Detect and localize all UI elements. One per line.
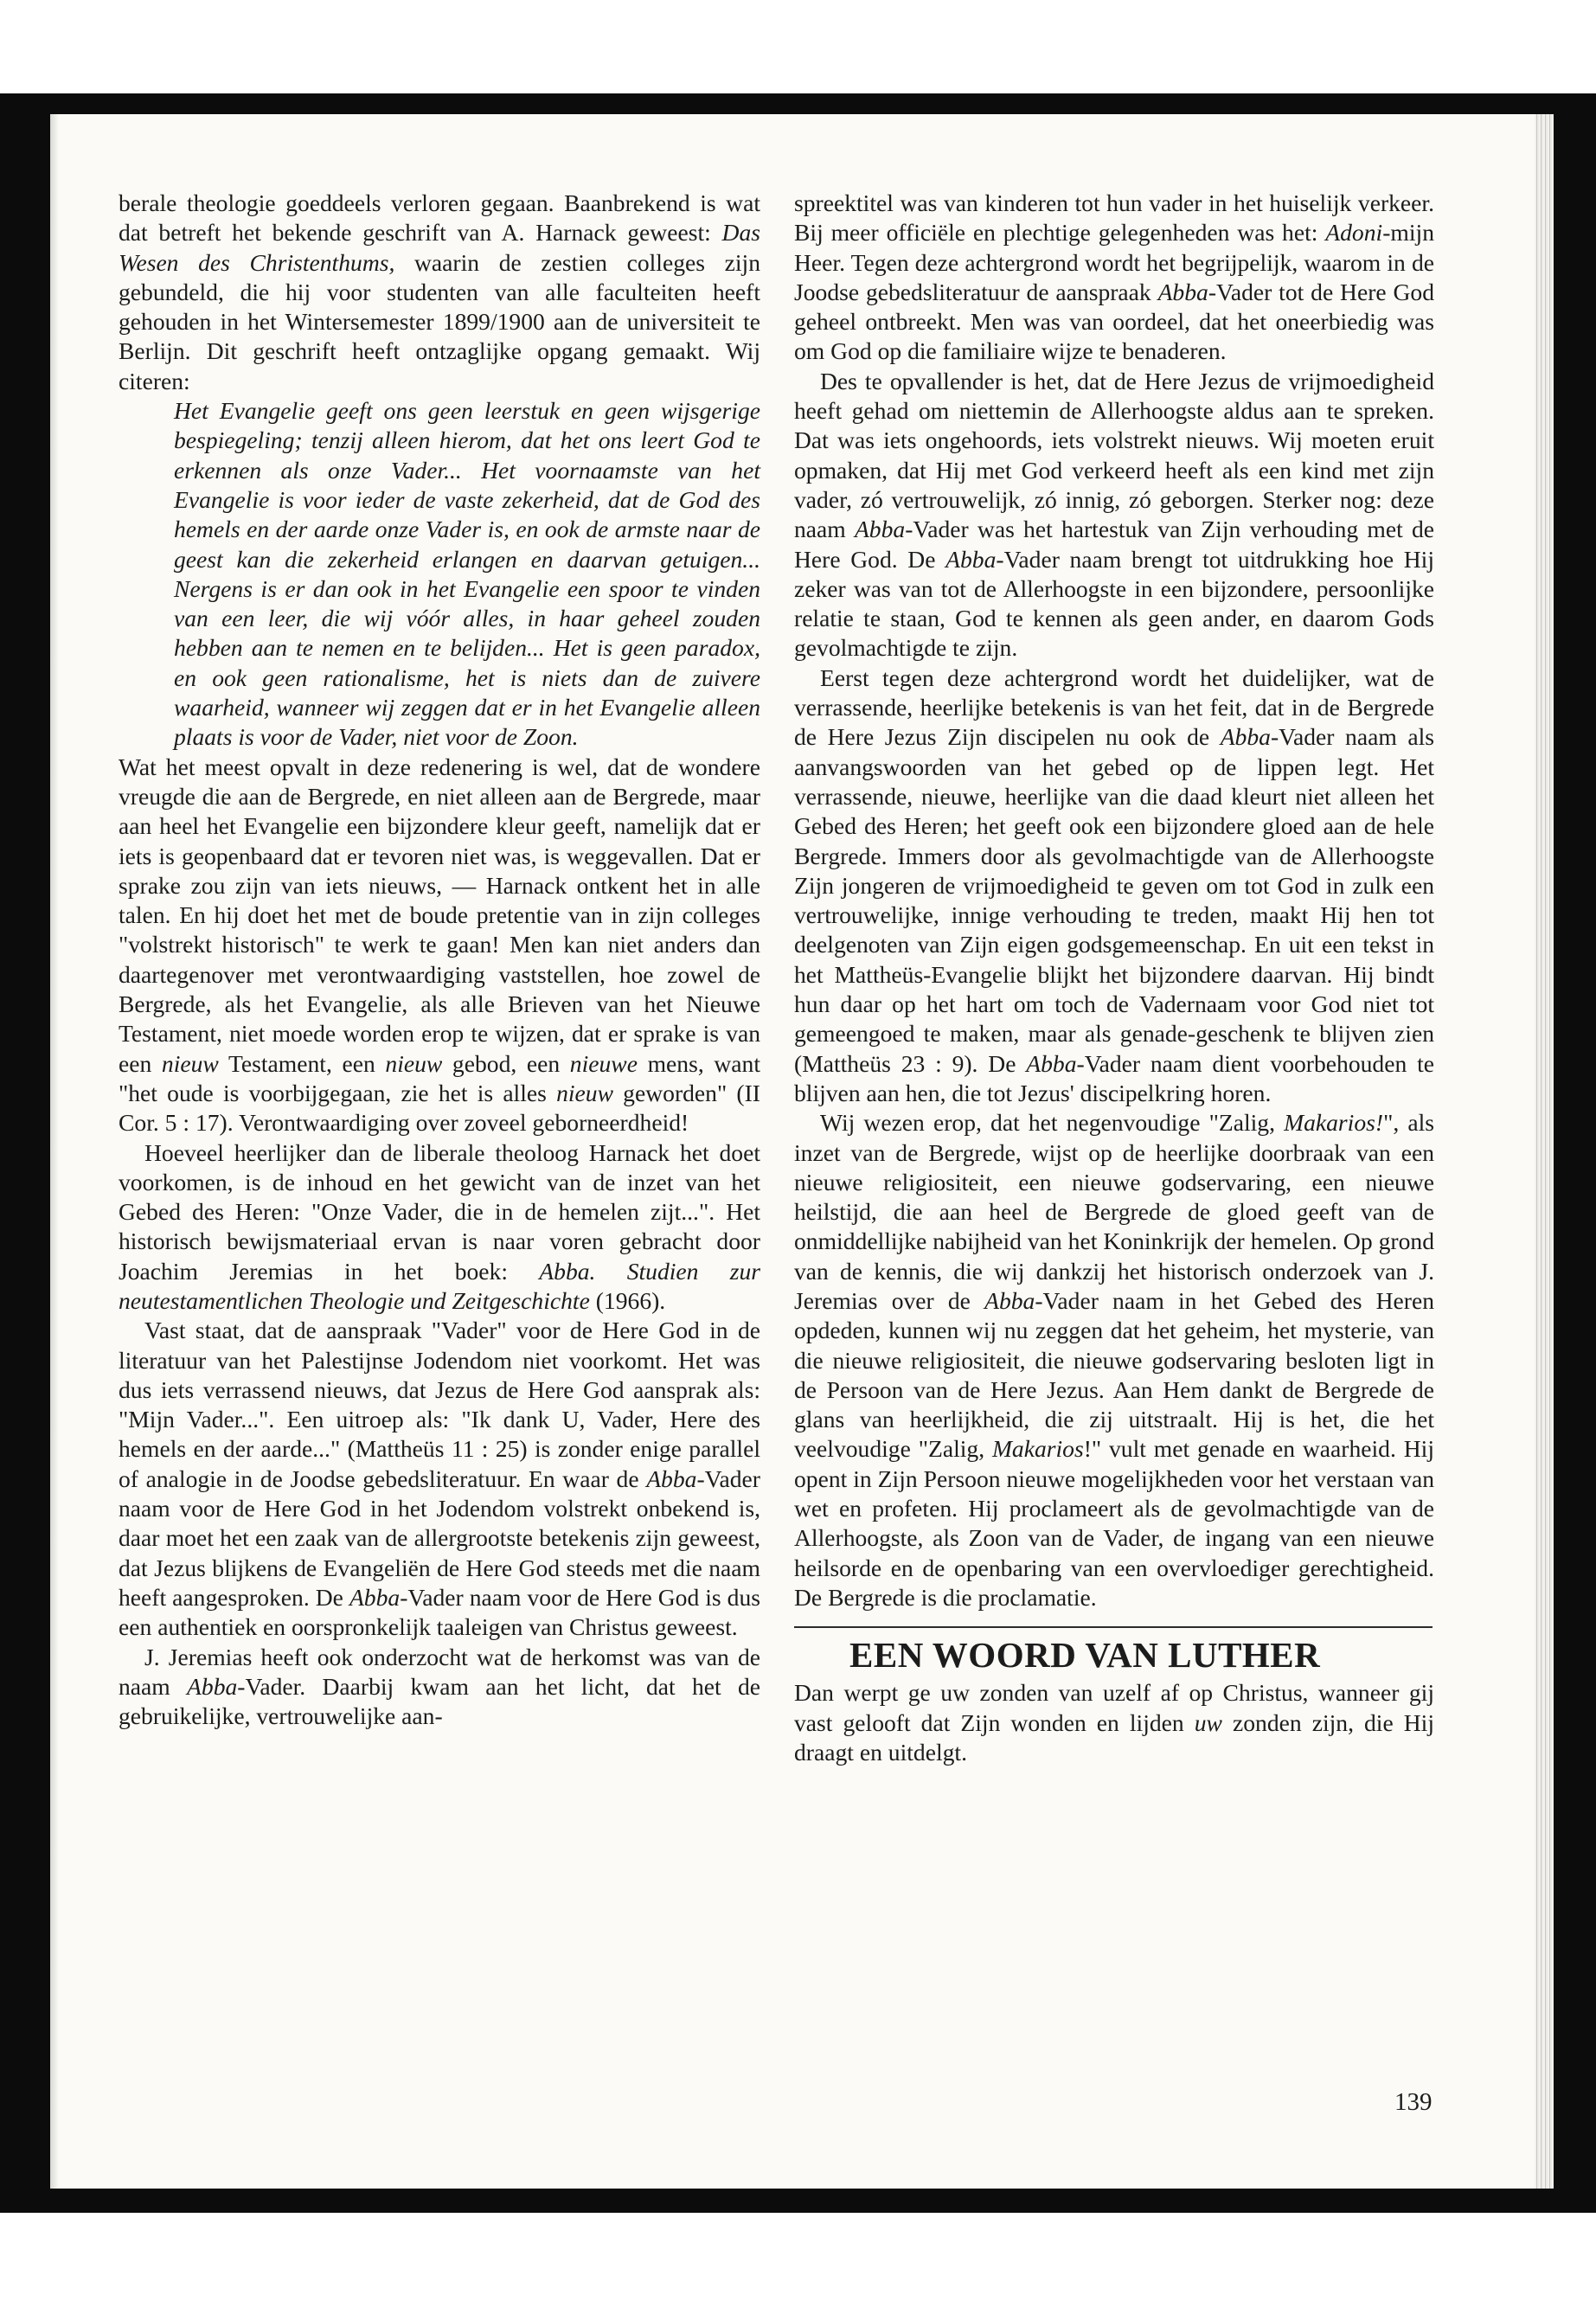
- paragraph: [119, 1643, 760, 1732]
- emphasis: Abba: [349, 1583, 401, 1611]
- text: Hoeveel heerlijker dan de liberale theoloog Harnack het doet voorkomen, is de inhoud en het gewicht van de inzet van het Gebed des Heren: "Onze Vader, die in de hemelen zijt...". Het historisch bewijsmateriaal ervan is naar voren gebracht door Joachim Jeremias in het boek:: [119, 1138, 760, 1285]
- text: Dan werpt ge uw zonden van uzelf af op Christus, wanneer gij vast gelooft dat Zijn wonden en lijden: [794, 1679, 1434, 1736]
- emphasis: Abba: [945, 545, 997, 573]
- heading-rule: [794, 1626, 1433, 1628]
- text: -Vader was het hartestuk van Zijn verhouding met de Here God. De: [794, 516, 1434, 573]
- book-title: Das Wesen des Christenthums,: [119, 219, 760, 276]
- text: ", als inzet van de Bergrede, wijst op de heerlijke doorbraak van een nieuwe religiositeit, een nieuwe godservaring, een nieuwe heilstijd, die aan heel de Bergrede de gloed geeft van de onmiddellijke nabijheid van het Koninkrijk der hemelen. Op grond van de kennis, die wij dankzij het historisch onderzoek van J. Jeremias over de: [794, 1109, 1434, 1314]
- text: -Vader naam in het Gebed des Heren opdeden, kunnen wij nu zeggen dat het geheim, het mysterie, van die nieuwe religiositeit, die nieuwe godservaring besloten ligt in de Persoon van de Here Jezus. Aan Hem dankt de Bergrede de glans van heerlijkheid, die zij uitstraalt. Hij is het, die het veelvoudige "Zalig,: [794, 1286, 1434, 1463]
- emphasis: Abba: [854, 516, 906, 543]
- emphasis: Abba: [1157, 278, 1208, 305]
- text: Wat het meest opvalt in deze redenering is wel, dat de wondere vreugde die aan de Bergrede, en niet alleen aan de Bergrede, maar aan heel het Evangelie een bijzondere kleur geeft, namelijk dat er iets is geopenbaard dat er tevoren niet was, is weggevallen. Dat er sprake zou zijn van iets nieuws, — Harnack ontkent het in alle talen. En hij doet het met de boude pretentie van in zijn colleges "volstrekt historisch" te werk te gaan! Men kan niet anders dan daartegenover met verontwaardiging vaststellen, hoe zowel de Bergrede, als het Evangelie, als alle Brieven van het Nieuwe Testament, niet moede worden erop te wijzen, dat er sprake is van een: [119, 753, 760, 1077]
- emphasis: Makarios: [991, 1435, 1084, 1463]
- text: -Vader naam voor de Here God in het Jodendom volstrekt onbekend is, daar moet het een zaak van de allergrootste betekenis zijn geweest, dat Jezus blijkens de Evangeliën de Here God steeds met die naam heeft aangesproken. De: [119, 1465, 760, 1611]
- text: berale theologie goeddeels verloren gegaan. Baanbrekend is wat dat betreft het bekende geschrift van A. Harnack geweest:: [119, 189, 760, 247]
- book-title: Abba. Studien zur neutestamentlichen Theologie und Zeitgeschichte: [119, 1257, 761, 1314]
- emphasis: Abba: [984, 1286, 1035, 1314]
- paragraph: [794, 1108, 1434, 1612]
- text: !" vult met genade en waarheid. Hij opent in Zijn Persoon nieuwe mogelijkheden voor het verstaan van wet en profeten. Hij proclameert als de gevolmachtigde van de Allerhoogste, als Zoon van de Vader, de ingang van een nieuwe heilsorde en de openbaring van een overvloediger gerechtigheid. De Bergrede is die proclamatie.: [794, 1435, 1434, 1611]
- emphasis: Adoni: [1325, 219, 1383, 247]
- text: Eerst tegen deze achtergrond wordt het duidelijker, wat de verrassende, heerlijke betekenis is van het feit, dat in de Bergrede de Here Jezus Zijn discipelen nu ook de: [794, 663, 1434, 751]
- emphasis: Abba: [1026, 1049, 1077, 1077]
- emphasis: uw: [1194, 1708, 1222, 1736]
- harnack-quote: Het Evangelie geeft ons geen leerstuk en geen wijsgerige bespiegeling; tenzij alleen hierom, dat het ons leert God te erkennen als onze Vader... Het voornaamste van het Evangelie is voor ieder de vaste zekerheid, dat de God des hemels en der aarde onze Vader is, en ook de armste naar de geest kan die zekerheid erlangen en daarvan getuigen... Nergens is er dan ook in het Evangelie een spoor te vinden van een leer, die wij vóór alles, in haar geheel zouden hebben aan te nemen en te belijden... Het is geen paradox, en ook geen rationalisme, het is niets dan de zuivere waarheid, wanneer wij zeggen dat er in het Evangelie alleen plaats is voor de Vader, niet voor de Zoon.: [174, 397, 760, 751]
- gutter-shadow: [50, 114, 59, 2189]
- text: -Vader. Daarbij kwam aan het licht, dat het de gebruikelijke, vertrouwelijke aan-: [119, 1672, 761, 1730]
- emphasis: Makarios!: [1284, 1109, 1384, 1137]
- page-number: 139: [1394, 2088, 1433, 2116]
- text: -mijn Heer. Tegen deze achtergrond wordt het begrijpelijk, waarom in de Joodse gebedsliteratuur de aanspraak: [794, 219, 1434, 305]
- text: Wij wezen erop, dat het negenvoudige "Zalig,: [820, 1109, 1285, 1137]
- right-column: [794, 189, 1434, 1767]
- text: waarin de zestien colleges zijn gebundeld, die hij voor studenten van alle faculteiten heeft gehouden in het Wintersemester 1899/1900 aan de universiteit te Berlijn. Dit geschrift heeft ontzaglijke opgang gemaakt. Wij citeren:: [119, 248, 760, 394]
- text: -Vader naam als aanvangswoorden van het gebed op de lippen legt. Het verrassende, nieuwe, heerlijke van die daad kleurt niet alleen het Gebed des Heren; het geeft ook een bijzondere gloed aan de hele Bergrede. Immers door als gevolmachtigde van de Allerhoogste Zijn jongeren de vrijmoedigheid te geven om tot God in zulk een vertrouwelijke, innige verhouding te treden, maakt Hij hen tot deelgenoten van Zijn eigen godsgemeenschap. En uit een tekst in het Mattheüs-Evangelie blijkt het bijzondere daarvan. Hij bindt hun daar op het hart om toch de Vadernaam voor God niet tot gemeengoed te maken, maar als genade-geschenk te blijven zien (Mattheüs 23 : 9). De: [794, 723, 1434, 1077]
- left-column: [119, 189, 760, 1731]
- text: mens, want "het oude is voorbijgegaan, zie het is alles: [119, 1049, 760, 1106]
- paragraph: [119, 189, 760, 396]
- text: spreektitel was van kinderen tot hun vader in het huiselijk verkeer. Bij meer officiële en plechtige gelegenheden was het:: [794, 189, 1434, 247]
- emphasis: Abba: [1220, 723, 1271, 751]
- text: gebod, een: [442, 1049, 570, 1077]
- emphasis: Abba: [187, 1672, 238, 1700]
- text: (1966).: [589, 1286, 666, 1314]
- section-heading: EEN WOORD VAN LUTHER: [849, 1635, 1321, 1676]
- page-edge: [1535, 114, 1554, 2189]
- text: zonden zijn, die Hij draagt en uitdelgt.: [794, 1708, 1434, 1766]
- paragraph: [794, 189, 1434, 367]
- emphasis: nieuwe: [569, 1049, 638, 1077]
- luther-quote: [794, 1678, 1434, 1767]
- paragraph: [794, 663, 1434, 1108]
- text: geworden" (II Cor. 5 : 17). Verontwaardiging over zoveel geborneerdheid!: [119, 1079, 760, 1137]
- text: J. Jeremias heeft ook onderzocht wat de herkomst was van de naam: [119, 1643, 760, 1700]
- text: Testament, een: [218, 1049, 386, 1077]
- text: -Vader tot de Here God geheel ontbreekt. Men was van oordeel, dat het oneerbiedig was om God op die familiaire wijze te benaderen.: [794, 278, 1434, 365]
- text: Vast staat, dat de aanspraak "Vader" voor de Here God in de literatuur van het Palestijnse Jodendom niet voorkomt. Het was dus iets verrassend nieuws, dat Jezus de Here God aansprak als: "Mijn Vader...". Een uitroep als: "Ik dank U, Vader, Here des hemels en der aarde..." (Mattheüs 11 : 25) is zonder enige parallel of analogie in de Joodse gebedsliteratuur. En waar de: [119, 1317, 760, 1492]
- text: Des te opvallender is het, dat de Here Jezus de vrijmoedigheid heeft gehad om niettemin de Allerhoogste aldus aan te spreken. Dat was iets ongehoords, iets volstrekt nieuws. Wij moeten eruit opmaken, dat Hij met God verkeerd heeft als een kind met zijn vader, zó vertrouwelijk, zó innig, zó geborgen. Sterker nog: deze naam: [794, 367, 1434, 543]
- emphasis: Abba: [646, 1465, 697, 1492]
- paragraph: [119, 1138, 760, 1317]
- emphasis: nieuw: [385, 1049, 443, 1077]
- emphasis: nieuw: [161, 1049, 219, 1077]
- emphasis: nieuw: [556, 1079, 613, 1106]
- paragraph: [119, 1316, 760, 1642]
- text: -Vader naam voor de Here God is dus een authentiek en oorspronkelijk taaleigen van Christus geweest.: [119, 1583, 760, 1641]
- text: -Vader naam brengt tot uitdrukking hoe Hij zeker was van tot de Allerhoogste in een bijzondere, persoonlijke relatie te staan, God te kennen als geen ander, en daarom Gods gevolmachtigde te zijn.: [794, 545, 1434, 662]
- paragraph: [794, 367, 1434, 663]
- paragraph: [119, 753, 760, 1138]
- text: -Vader naam dient voorbehouden te blijven aan hen, die tot Jezus' discipelkring horen.: [794, 1049, 1434, 1106]
